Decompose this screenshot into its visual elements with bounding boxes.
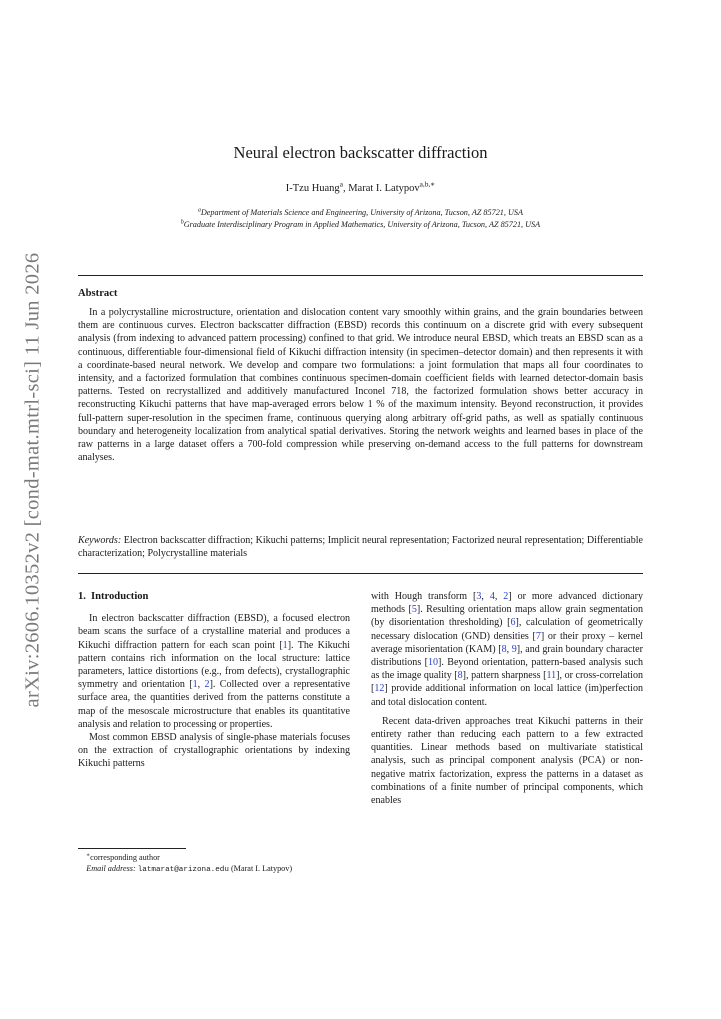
email-link[interactable]: latmarat@arizona.edu (137, 866, 229, 875)
section-heading (78, 590, 350, 603)
author-separator: , (342, 183, 349, 194)
footnote-mark: ∗ (86, 852, 91, 859)
keywords-text: Electron backscatter diffraction; Kikuchi patterns; Implicit neural representation; Factorized neural representation; Differentiable characterization; Polycrystalline materials (78, 535, 643, 560)
affiliation-text: Department of Materials Science and Engineering, University of Arizona, Tucson, AZ 85721, USA (200, 208, 524, 217)
abstract-body (78, 306, 643, 464)
citation-link[interactable]: 10 (427, 657, 439, 669)
citation-link[interactable]: 1 (192, 679, 198, 691)
citation-link[interactable]: 4 (489, 591, 495, 602)
email-owner: (Marat I. Latypov) (230, 864, 293, 874)
intro-paragraph-1: In electron backscatter diffraction (EBSD), a focused electron beam scans the surface of a crystalline material and produces a Kikuchi diffraction pattern for each scan point [1]. The Kikuchi pattern contains rich information on the local structure: lattice parameters, lattice distortions (e.g., from defects), crystallographic symmetry and orientation [1, 2]. Collected over a representative surface area, the quantities derived from the patterns constitute a map of the mesoscale microstructure that enables its quantitative analysis and relation to processing or properties. (78, 613, 351, 730)
footnote-divider (78, 848, 186, 849)
author-affiliation-mark: a (339, 179, 343, 189)
paper-title: Neural electron backscatter diffraction (233, 143, 488, 162)
citation-link[interactable]: 2 (204, 679, 210, 691)
section-number: 1. (78, 591, 86, 602)
affiliation-text: Graduate Interdisciplinary Program in Applied Mathematics, University of Arizona, Tucson, AZ 85721, USA (183, 220, 541, 229)
arxiv-identifier-stamp: arXiv:2606.10352v2 [cond-mat.mtrl-sci] 11 Jun 2026 (21, 252, 44, 708)
right-column (371, 590, 643, 807)
section-title: Introduction (90, 591, 149, 602)
citation-link[interactable]: 7 (535, 630, 541, 642)
keywords-label: Keywords: (78, 535, 122, 546)
citation-link[interactable]: 12 (374, 683, 385, 695)
author-name: I-Tzu Huang (285, 183, 340, 194)
intro-paragraph-continued: with Hough transform [3, 4, 2] or more advanced dictionary methods [5]. Resulting orientation maps allow grain segmentation (by disorientation thresholding) [6], calculation of geometrically necessary dislocation (GND) densities [7] or their proxy – kernel average misorientation (KAM) [8, 9], and grain boundary character distributions [10]. Beyond orientation, pattern-based analysis such as the image quality [8], pattern sharpness [11], or cross-correlation [12] provide additional information on local lattice (im)perfection and total dislocation content. (371, 591, 644, 708)
citation-link[interactable]: 9 (511, 643, 517, 655)
author-affiliation-mark: a,b,∗ (419, 179, 436, 189)
affiliation-a (0, 208, 721, 217)
footnote (78, 852, 350, 876)
citation-link[interactable]: 5 (411, 604, 417, 616)
email-label: Email address: (86, 864, 136, 874)
abstract-bottom-divider (78, 573, 643, 574)
author-name: Marat I. Latypov (348, 183, 420, 194)
intro-paragraph-3: Recent data-driven approaches treat Kikuchi patterns in their entirety rather than reducing each pattern to a few extracted quantities. Linear methods based on multivariate statistical analysis, such as principal component analysis (PCA) or non-negative matrix factorization, express the patterns in a dataset as combinations of a finite number of principal components, which enables (371, 715, 643, 807)
citation-link[interactable]: 6 (510, 617, 516, 629)
footnote-corresponding (78, 852, 350, 863)
footnote-email-line (78, 863, 350, 876)
affiliation-b (0, 220, 721, 229)
citation-link[interactable]: 3 (476, 591, 482, 602)
affiliation-mark: b (180, 219, 184, 226)
citation-link[interactable]: 1 (282, 639, 288, 651)
footnote-corresponding-text: corresponding author (90, 853, 160, 862)
left-column (78, 590, 350, 771)
abstract-text: In a polycrystalline microstructure, orientation and dislocation content vary smoothly within grains, and the grain boundaries between them are continuous curves. Electron backscatter diffraction (EBSD) records this continuum on a discrete grid with every subsequent analysis (from indexing to advanced pattern processing) confined to that grid. We introduce neural EBSD, which treats an EBSD scan as a continuous, differentiable four-dimensional field of Kikuchi diffraction intensity (in specimen–detector domain) and then represents it with a coordinate-based neural network. We develop and compare two formulations: a joint formulation that maps all four coordinates to intensity, and a factorized formulation that combines continuous specimen-domain coefficient fields with learned detector-domain basis patterns. Tested on recrystallized and additively manufactured Inconel 718, the factorized formulation shows better accuracy in reconstructing Kikuchi patterns that have map-averaged errors below 1 % of the maximum intensity. Beyond reconstruction, it provides full-pattern super-resolution in the specimen frame, continuous querying along arbitrary off-grid paths, as well as spatially continuous boundary and heterogeneity localization from analytical spatial derivatives. Storing the network weights and learned bases in place of the raw patterns in a large dataset offers a 700-fold compression while preserving on-demand access to the full patterns for downstream analyses. (78, 307, 643, 464)
citation-link[interactable]: 8 (501, 643, 507, 655)
citation-link[interactable]: 11 (546, 670, 557, 682)
top-divider (78, 275, 643, 276)
abstract-heading: Abstract (78, 288, 118, 299)
keywords (78, 534, 643, 560)
citation-link[interactable]: 2 (503, 591, 509, 602)
citation-link[interactable]: 8 (457, 670, 463, 682)
affiliation-mark: a (197, 207, 201, 214)
intro-paragraph-2: Most common EBSD analysis of single-phase materials focuses on the extraction of crystallographic orientations by indexing Kikuchi patterns (78, 732, 350, 770)
author-list (0, 179, 721, 194)
